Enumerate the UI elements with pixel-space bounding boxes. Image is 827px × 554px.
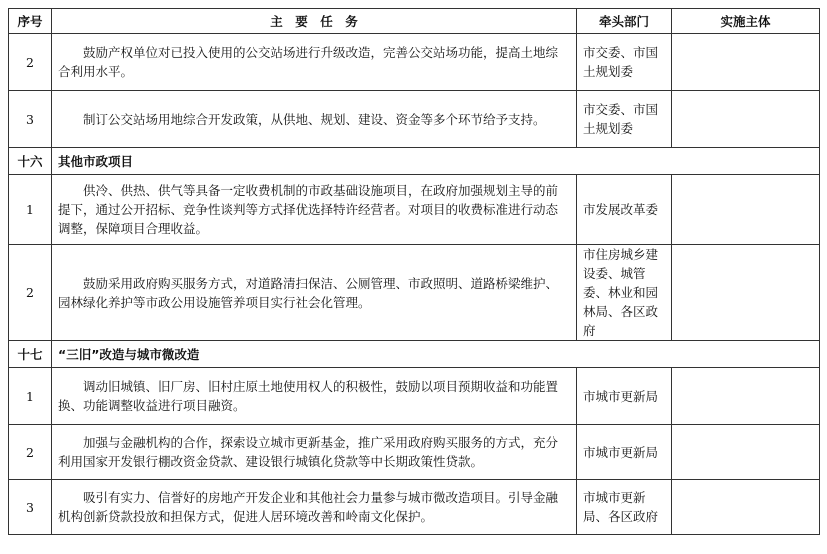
- header-row: [9, 9, 820, 34]
- section-header-row: [9, 148, 820, 175]
- section-header-row: [9, 341, 820, 368]
- row-number: 3: [9, 480, 52, 535]
- table-row: [9, 425, 820, 480]
- row-implementing-body: [672, 245, 820, 341]
- row-task: 制订公交站场用地综合开发政策，从供地、规划、建设、资金等多个环节给予支持。: [52, 91, 577, 148]
- row-lead-department: 市城市更新局: [577, 425, 672, 480]
- row-number: 2: [9, 425, 52, 480]
- section-number: 十七: [9, 341, 52, 368]
- table-row: [9, 34, 820, 91]
- table-row: [9, 91, 820, 148]
- row-lead-department: 市交委、市国土规划委: [577, 34, 672, 91]
- table-row: [9, 480, 820, 535]
- row-implementing-body: [672, 425, 820, 480]
- row-task: 鼓励采用政府购买服务方式，对道路清扫保洁、公厕管理、市政照明、道路桥梁维护、园林绿化养护等市政公用设施管养项目实行社会化管理。: [52, 245, 577, 341]
- table-row: [9, 245, 820, 341]
- row-lead-department: 市城市更新局: [577, 368, 672, 425]
- row-lead-department: 市交委、市国土规划委: [577, 91, 672, 148]
- row-number: 3: [9, 91, 52, 148]
- row-implementing-body: [672, 34, 820, 91]
- section-title: “三旧”改造与城市微改造: [52, 341, 820, 368]
- header-lead-department: 牵头部门: [577, 9, 672, 34]
- section-number: 十六: [9, 148, 52, 175]
- header-number: 序号: [9, 9, 52, 34]
- row-number: 1: [9, 175, 52, 245]
- table-row: [9, 175, 820, 245]
- section-title: 其他市政项目: [52, 148, 820, 175]
- row-task: 调动旧城镇、旧厂房、旧村庄原土地使用权人的积极性，鼓励以项目预期收益和功能置换、功能调整收益进行项目融资。: [52, 368, 577, 425]
- row-number: 1: [9, 368, 52, 425]
- row-task: 鼓励产权单位对已投入使用的公交站场进行升级改造，完善公交站场功能，提高土地综合利用水平。: [52, 34, 577, 91]
- header-implementing-body: 实施主体: [672, 9, 820, 34]
- row-number: 2: [9, 34, 52, 91]
- row-implementing-body: [672, 368, 820, 425]
- row-implementing-body: [672, 480, 820, 535]
- task-table: [8, 8, 820, 535]
- row-task: 吸引有实力、信誉好的房地产开发企业和其他社会力量参与城市微改造项目。引导金融机构创新贷款投放和担保方式，促进人居环境改善和岭南文化保护。: [52, 480, 577, 535]
- row-implementing-body: [672, 175, 820, 245]
- row-task: 供冷、供热、供气等具备一定收费机制的市政基础设施项目，在政府加强规划主导的前提下，通过公开招标、竞争性谈判等方式择优选择特许经营者。对项目的收费标准进行动态调整，保障项目合理收益。: [52, 175, 577, 245]
- header-main-task: 主 要 任 务: [52, 9, 577, 34]
- row-lead-department: 市发展改革委: [577, 175, 672, 245]
- row-implementing-body: [672, 91, 820, 148]
- row-task: 加强与金融机构的合作，探索设立城市更新基金，推广采用政府购买服务的方式，充分利用国家开发银行棚改资金贷款、建设银行城镇化贷款等中长期政策性贷款。: [52, 425, 577, 480]
- table-row: [9, 368, 820, 425]
- row-lead-department: 市住房城乡建设委、城管委、林业和园林局、各区政府: [577, 245, 672, 341]
- row-number: 2: [9, 245, 52, 341]
- row-lead-department: 市城市更新局、各区政府: [577, 480, 672, 535]
